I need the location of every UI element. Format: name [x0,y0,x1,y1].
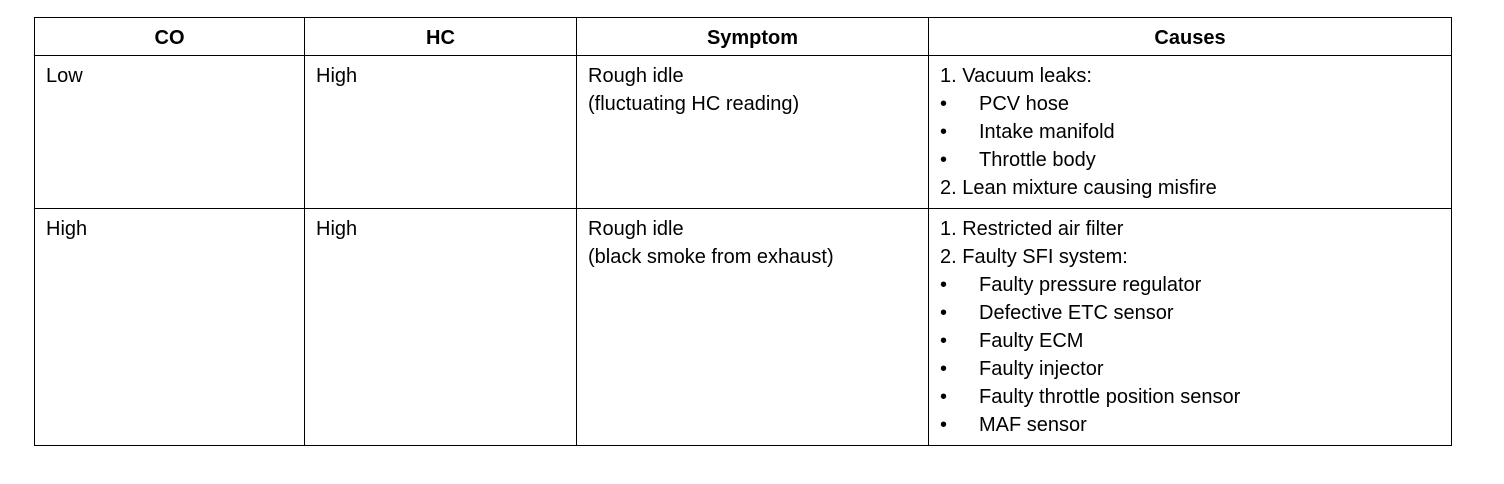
bullet-icon: • [940,414,948,436]
cause-numbered: 2. Lean mixture causing misfire [940,177,1217,199]
cause-bullet [940,90,1441,118]
cause-bullet-text: PCV hose [979,93,1070,115]
header-co: CO [35,18,305,56]
hc-cell [305,209,577,446]
cause-bullet [940,118,1441,146]
cause-bullet [940,355,1441,383]
hc-value: High [316,65,358,87]
bullet-icon: • [940,330,948,352]
symptom-cell [577,209,929,446]
causes-cell [929,209,1452,446]
symptom-cell [577,56,929,209]
hc-value: High [316,218,358,240]
header-symptom: Symptom [577,18,929,56]
hc-cell [305,56,577,209]
bullet-icon: • [940,358,948,380]
co-cell [35,209,305,446]
cause-bullet-text: Throttle body [979,149,1096,171]
co-cell [35,56,305,209]
cause-numbered: 2. Faulty SFI system: [940,246,1128,268]
symptom-line: (fluctuating HC reading) [588,93,800,115]
cause-bullet [940,411,1441,439]
cause-bullet-text: Faulty ECM [979,330,1084,352]
cause-numbered: 1. Vacuum leaks: [940,65,1092,87]
cause-bullet [940,383,1441,411]
co-value: Low [46,65,83,87]
cause-bullet [940,271,1441,299]
cause-bullet-text: MAF sensor [979,414,1087,436]
header-causes: Causes [929,18,1452,56]
causes-cell [929,56,1452,209]
cause-bullet-text: Defective ETC sensor [979,302,1174,324]
cause-bullet [940,299,1441,327]
cause-bullet-text: Intake manifold [979,121,1115,143]
diagnosis-table [34,17,1452,446]
table-row [35,56,1452,209]
table-header-row [35,18,1452,56]
cause-bullet-text: Faulty throttle position sensor [979,386,1241,408]
bullet-icon: • [940,149,948,171]
bullet-icon: • [940,302,948,324]
symptom-line: Rough idle [588,218,684,240]
co-value: High [46,218,88,240]
header-hc: HC [305,18,577,56]
cause-bullet [940,146,1441,174]
bullet-icon: • [940,274,948,296]
bullet-icon: • [940,386,948,408]
bullet-icon: • [940,121,948,143]
symptom-line: (black smoke from exhaust) [588,246,834,268]
cause-numbered: 1. Restricted air filter [940,218,1124,240]
symptom-line: Rough idle [588,65,684,87]
cause-bullet-text: Faulty injector [979,358,1104,380]
cause-bullet [940,327,1441,355]
table-row [35,209,1452,446]
bullet-icon: • [940,93,948,115]
cause-bullet-text: Faulty pressure regulator [979,274,1202,296]
